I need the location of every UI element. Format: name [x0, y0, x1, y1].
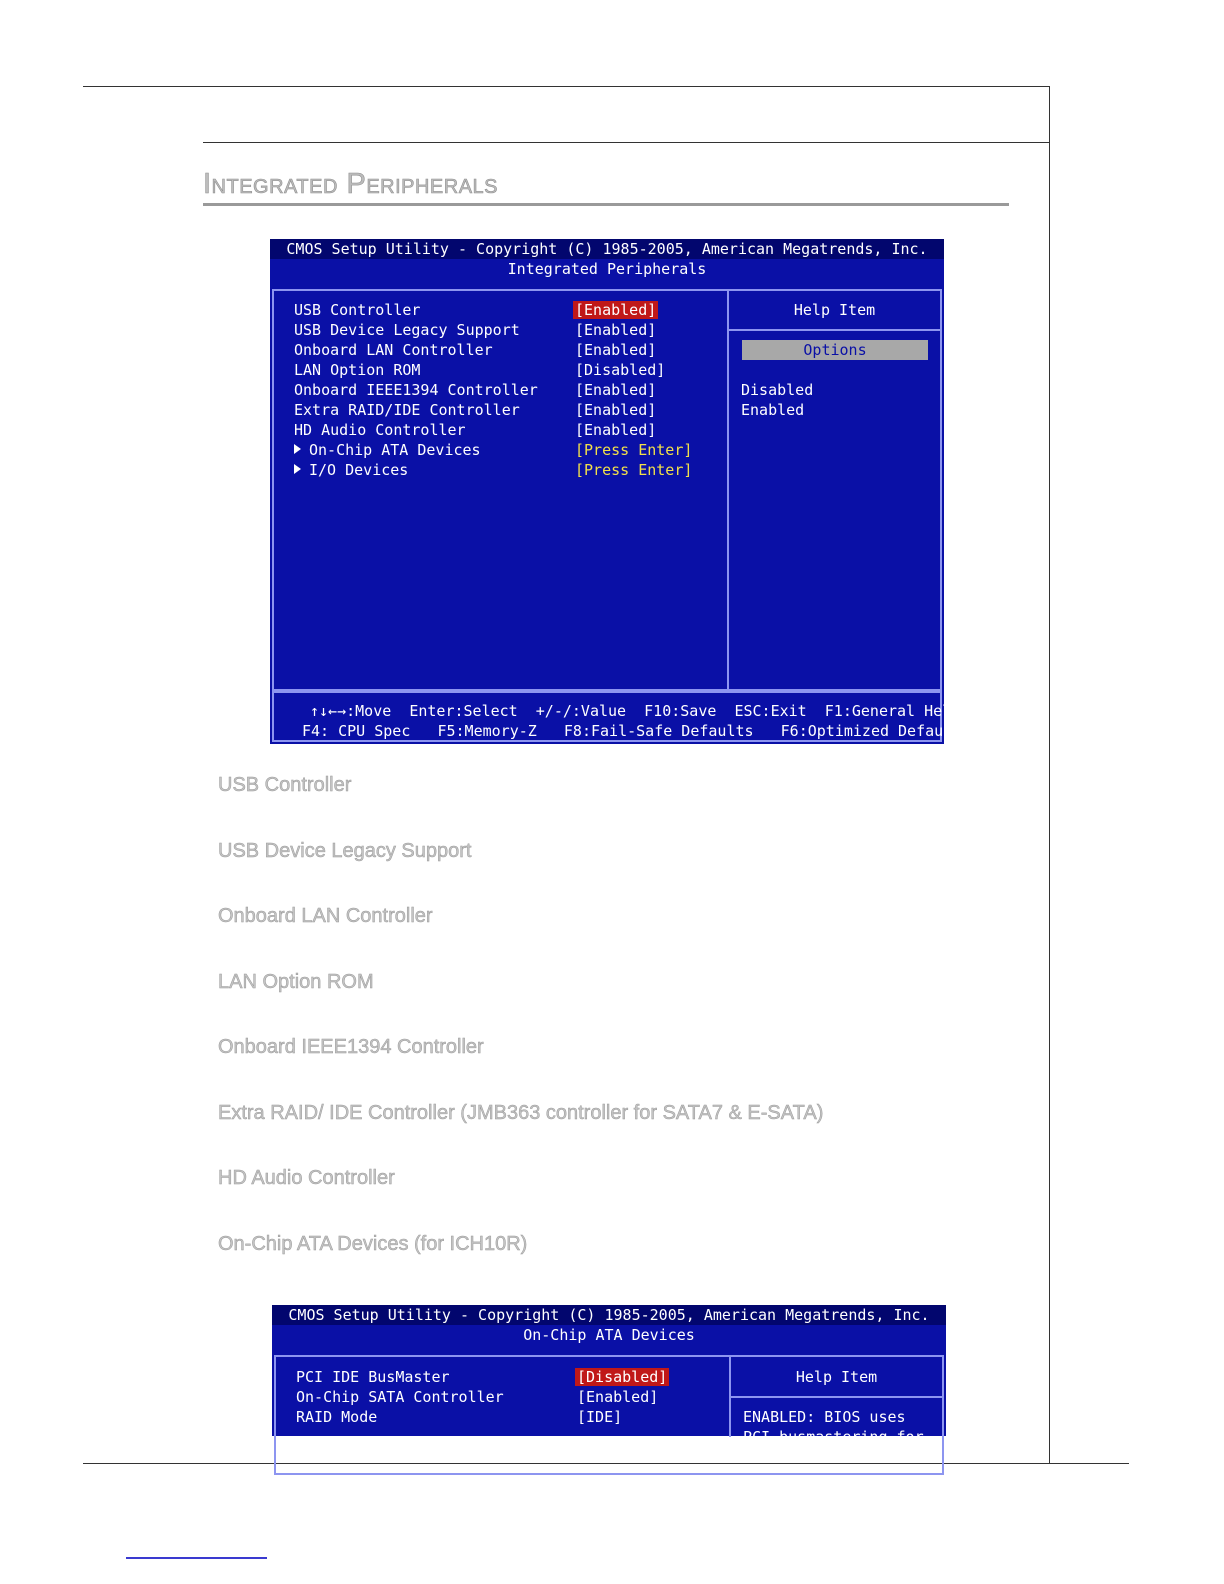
- bios-help-title: Help Item: [795, 1368, 878, 1386]
- bios-header: CMOS Setup Utility - Copyright (C) 1985-2005, American Megatrends, Inc.: [270, 239, 944, 259]
- bios-value-hd-audio[interactable]: [Enabled]: [575, 421, 657, 439]
- title-underline: [203, 203, 1009, 206]
- bios-item-label: HD Audio Controller: [294, 421, 466, 439]
- bios-help-divider: [729, 329, 940, 331]
- bios-item-usb-controller[interactable]: [294, 300, 420, 320]
- section-heading-hd-audio: HD Audio Controller: [218, 1167, 395, 1189]
- header-rule: [203, 142, 1050, 143]
- bios-item-raid-mode[interactable]: [296, 1407, 377, 1427]
- bios-option-enabled[interactable]: Enabled: [741, 401, 805, 419]
- right-rule: [1049, 86, 1050, 1464]
- bios-value-lan-option-rom[interactable]: [Disabled]: [575, 361, 666, 379]
- bios-screen-onchip-ata: [272, 1305, 946, 1446]
- section-heading-onchip-ata: On-Chip ATA Devices (for ICH10R): [218, 1233, 528, 1255]
- bios-value-usb-controller[interactable]: [573, 300, 658, 320]
- bios-item-usb-legacy[interactable]: [294, 320, 520, 340]
- bios-value-onchip-ata[interactable]: [Press Enter]: [575, 441, 693, 459]
- page-title: Integrated Peripherals: [203, 168, 499, 200]
- footer-link-underline: [126, 1557, 267, 1559]
- bios-value-raid-mode[interactable]: [IDE]: [577, 1408, 623, 1426]
- bios-value-usb-legacy[interactable]: [Enabled]: [575, 321, 657, 339]
- bios-subtitle: On-Chip ATA Devices: [523, 1326, 695, 1344]
- bios-item-label: Onboard IEEE1394 Controller: [294, 381, 538, 399]
- bios-item-pci-ide-busmaster[interactable]: [296, 1367, 450, 1387]
- bios-value-onboard-lan[interactable]: [Enabled]: [575, 341, 657, 359]
- bios-item-label: RAID Mode: [296, 1408, 378, 1426]
- bios-vertical-divider: [727, 291, 729, 689]
- section-heading-usb-controller: USB Controller: [218, 774, 352, 796]
- section-heading-extra-raid: Extra RAID/ IDE Controller (JMB363 controller for SATA7 & E-SATA): [218, 1102, 824, 1124]
- section-heading-onboard-lan: Onboard LAN Controller: [218, 905, 433, 927]
- submenu-arrow-icon: [294, 464, 301, 474]
- bios-value-onchip-sata[interactable]: [Enabled]: [577, 1388, 659, 1406]
- section-heading-lan-option-rom: LAN Option ROM: [218, 971, 374, 993]
- top-rule: [83, 86, 1050, 87]
- submenu-arrow-icon: [294, 444, 301, 454]
- bios-help-title: Help Item: [793, 301, 876, 319]
- bios-item-lan-option-rom[interactable]: [294, 360, 420, 380]
- bios-option-disabled[interactable]: Disabled: [741, 381, 814, 399]
- bios-item-label: Onboard LAN Controller: [294, 341, 493, 359]
- bios-help-divider: [731, 1396, 942, 1398]
- bios-item-label: On-Chip ATA Devices: [309, 441, 481, 459]
- bios-help-text-cut: PCI busmastering for: [743, 1428, 924, 1446]
- bios-item-extra-raid[interactable]: [294, 400, 520, 420]
- bios-screen-integrated-peripherals: [270, 239, 971, 744]
- bios-footer-keys-line2: F4: CPU Spec F5:Memory-Z F8:Fail-Safe Defaults F6:Optimized Defaults: [302, 722, 971, 740]
- bios-item-label: I/O Devices: [309, 461, 409, 479]
- bios-item-ieee1394[interactable]: [294, 380, 538, 400]
- bios-item-onboard-lan[interactable]: [294, 340, 493, 360]
- bios-item-label: Extra RAID/IDE Controller: [294, 401, 520, 419]
- bios-item-io-devices[interactable]: [294, 460, 408, 480]
- bios-selected-value: [Disabled]: [577, 1368, 668, 1386]
- bios-item-hd-audio[interactable]: [294, 420, 466, 440]
- bios-item-label: PCI IDE BusMaster: [296, 1368, 450, 1386]
- bios-item-label: On-Chip SATA Controller: [296, 1388, 504, 1406]
- bios-selected-value: [Enabled]: [575, 301, 657, 319]
- bios-value-extra-raid[interactable]: [Enabled]: [575, 401, 657, 419]
- bios-item-label: USB Controller: [294, 301, 421, 319]
- bios-footer-keys-line1: ↑↓←→:Move Enter:Select +/-/:Value F10:Save ESC:Exit F1:General Help: [310, 702, 961, 720]
- bios-header: CMOS Setup Utility - Copyright (C) 1985-2005, American Megatrends, Inc.: [272, 1305, 946, 1325]
- section-heading-usb-legacy: USB Device Legacy Support: [218, 840, 472, 862]
- bios-options-bar: Options: [742, 340, 928, 360]
- bios-subtitle: Integrated Peripherals: [507, 260, 707, 278]
- section-heading-ieee1394: Onboard IEEE1394 Controller: [218, 1036, 484, 1058]
- bios-item-label: LAN Option ROM: [294, 361, 421, 379]
- bios-item-onchip-sata[interactable]: [296, 1387, 504, 1407]
- bios-item-onchip-ata[interactable]: [294, 440, 481, 460]
- bios-help-text: ENABLED: BIOS uses: [743, 1408, 906, 1426]
- bios-item-label: USB Device Legacy Support: [294, 321, 520, 339]
- bios-value-ieee1394[interactable]: [Enabled]: [575, 381, 657, 399]
- bios-value-pci-ide-busmaster[interactable]: [575, 1367, 669, 1387]
- bios-value-io-devices[interactable]: [Press Enter]: [575, 461, 693, 479]
